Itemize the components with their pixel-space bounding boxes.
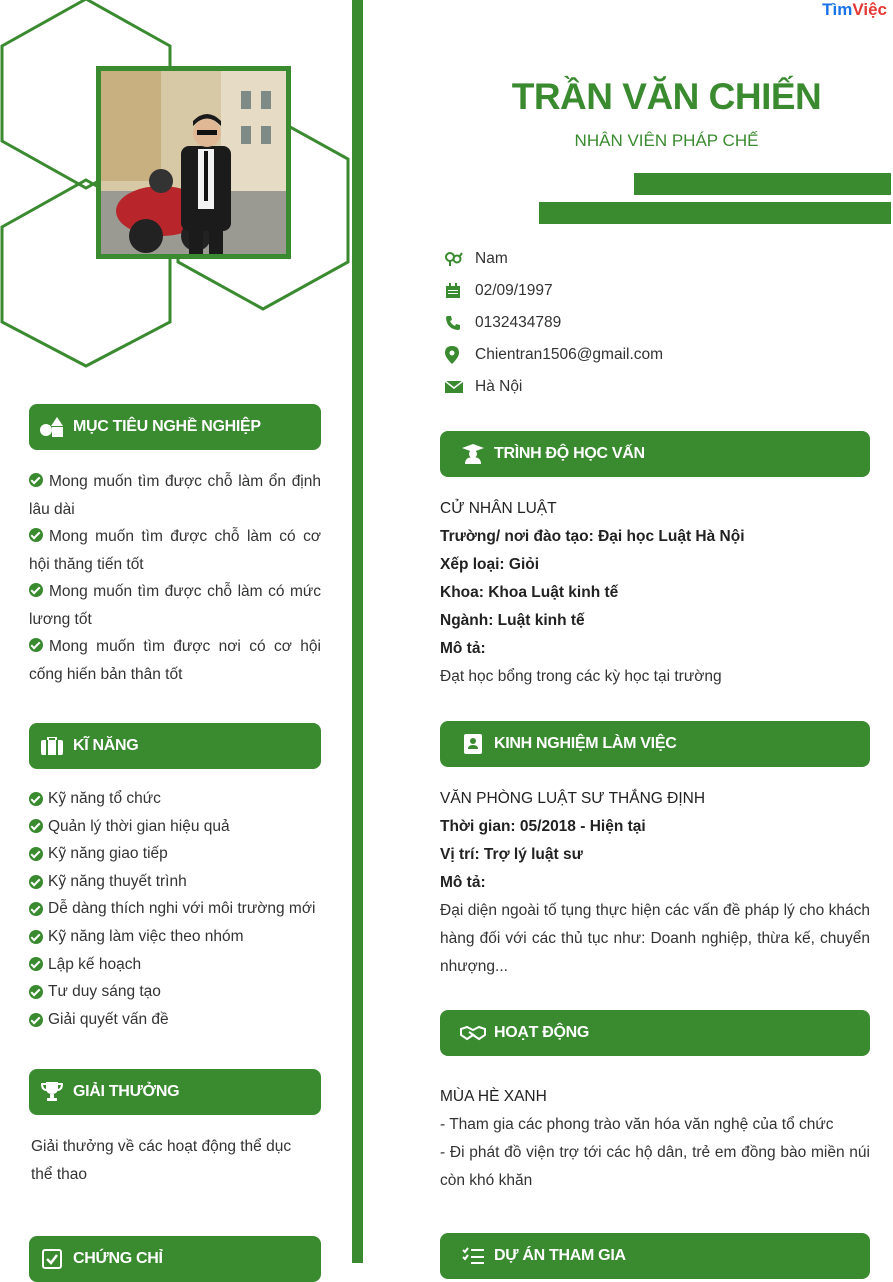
degree: CỬ NHÂN LUẬT xyxy=(440,500,557,517)
career-goals xyxy=(29,468,321,688)
description-label: Mô tả: xyxy=(440,640,486,657)
list-item: Mong muốn tìm được chỗ làm có cơ hội thăng tiến tốt xyxy=(29,528,321,573)
list-item: Mong muốn tìm được chỗ làm ổn định lâu dài xyxy=(29,473,321,518)
activity-line: - Tham gia các phong trào văn hóa văn nghệ của tổ chức xyxy=(440,1116,834,1133)
contact-book-icon xyxy=(460,733,486,755)
section-title: CHỨNG CHỈ xyxy=(73,1250,163,1267)
list-item: Dễ dàng thích nghi với môi trường mới xyxy=(29,895,315,923)
phone-icon xyxy=(445,315,475,331)
check-circle-icon xyxy=(29,583,43,597)
major: Ngành: Luật kinh tế xyxy=(440,612,585,629)
contact-email: Chientran1506@gmail.com xyxy=(445,339,663,371)
section-header-experience xyxy=(440,721,870,767)
check-circle-icon xyxy=(29,528,43,542)
description: Đại diện ngoài tố tụng thực hiện các vấn đề pháp lý cho khách hàng đối với các thủ tục như: Doanh nghiệp, thừa kế, chuyển nhượng... xyxy=(440,902,870,975)
list-item: Mong muốn tìm được chỗ làm có mức lương tốt xyxy=(29,583,321,628)
checkbox-icon xyxy=(39,1248,65,1270)
description-label: Mô tả: xyxy=(440,874,486,891)
list-item: Mong muốn tìm được nơi có cơ hội cống hiến bản thân tốt xyxy=(29,638,321,683)
timviec-logo: TìmViệc xyxy=(822,0,887,19)
decor-bar xyxy=(634,173,891,195)
activity-line: - Đi phát đồ viện trợ tới các hộ dân, trẻ em đồng bào miền núi còn khó khăn xyxy=(440,1144,870,1189)
location-pin-icon xyxy=(445,346,475,364)
school: Trường/ nơi đào tạo: Đại học Luật Hà Nội xyxy=(440,528,745,545)
decor-bar xyxy=(539,202,891,224)
section-title: KINH NGHIỆM LÀM VIỆC xyxy=(494,735,677,752)
calendar-icon xyxy=(445,283,475,299)
section-header-certificates xyxy=(29,1236,321,1282)
experience-block xyxy=(440,785,870,981)
briefcase-icon xyxy=(39,735,65,757)
list-item: Tư duy sáng tạo xyxy=(29,978,315,1006)
trophy-icon xyxy=(39,1081,65,1103)
section-header-career-goal xyxy=(29,404,321,450)
graduate-icon xyxy=(460,443,486,465)
awards-text: Giải thưởng về các hoạt động thể dục thể thao xyxy=(31,1138,292,1183)
section-header-activities xyxy=(440,1010,870,1056)
check-circle-icon xyxy=(29,819,43,833)
section-title: KĨ NĂNG xyxy=(73,737,139,754)
list-item: Kỹ năng tổ chức xyxy=(29,785,315,813)
section-title: TRÌNH ĐỘ HỌC VẤN xyxy=(494,445,645,462)
envelope-icon xyxy=(445,380,475,394)
contact-list xyxy=(445,243,663,403)
activity-name: MÙA HÈ XANH xyxy=(440,1088,547,1105)
activities-block xyxy=(440,1083,870,1195)
list-item: Quản lý thời gian hiệu quả xyxy=(29,813,315,841)
section-title: DỰ ÁN THAM GIA xyxy=(494,1247,626,1264)
shapes-icon xyxy=(39,416,65,438)
handshake-icon xyxy=(460,1022,486,1044)
faculty: Khoa: Khoa Luật kinh tế xyxy=(440,584,619,601)
contact-address: Hà Nội xyxy=(445,371,663,403)
checklist-icon xyxy=(460,1245,486,1267)
rank: Xếp loại: Giỏi xyxy=(440,556,540,573)
column-divider xyxy=(352,0,363,1263)
check-circle-icon xyxy=(29,1013,43,1027)
skills-list xyxy=(29,785,315,1033)
check-circle-icon xyxy=(29,847,43,861)
check-circle-icon xyxy=(29,473,43,487)
profile-photo xyxy=(96,66,291,259)
list-item: Giải quyết vấn đề xyxy=(29,1006,315,1034)
check-circle-icon xyxy=(29,638,43,652)
check-circle-icon xyxy=(29,930,43,944)
job-title: NHÂN VIÊN PHÁP CHẾ xyxy=(574,131,759,150)
list-item: Lập kế hoạch xyxy=(29,951,315,979)
check-circle-icon xyxy=(29,792,43,806)
contact-gender: Nam xyxy=(445,243,663,275)
check-circle-icon xyxy=(29,957,43,971)
section-header-projects xyxy=(440,1233,870,1279)
list-item: Kỹ năng làm việc theo nhóm xyxy=(29,923,315,951)
check-circle-icon xyxy=(29,985,43,999)
section-header-education xyxy=(440,431,870,477)
check-circle-icon xyxy=(29,902,43,916)
section-header-skills xyxy=(29,723,321,769)
candidate-name: TRẦN VĂN CHIẾN xyxy=(511,76,822,117)
section-title: GIẢI THƯỞNG xyxy=(73,1083,180,1100)
check-circle-icon xyxy=(29,875,43,889)
section-header-awards xyxy=(29,1069,321,1115)
position: Vị trí: Trợ lý luật sư xyxy=(440,846,583,863)
description: Đạt học bổng trong các kỳ học tại trường xyxy=(440,668,722,685)
contact-phone: 0132434789 xyxy=(445,307,663,339)
company: VĂN PHÒNG LUẬT SƯ THẮNG ĐỊNH xyxy=(440,790,706,807)
gender-icon xyxy=(445,251,475,267)
work-time: Thời gian: 05/2018 - Hiện tại xyxy=(440,818,646,835)
list-item: Kỹ năng thuyết trình xyxy=(29,868,315,896)
section-title: HOẠT ĐỘNG xyxy=(494,1024,590,1041)
section-title: MỤC TIÊU NGHỀ NGHIỆP xyxy=(73,418,261,435)
list-item: Kỹ năng giao tiếp xyxy=(29,840,315,868)
education-block xyxy=(440,495,870,691)
contact-birthday: 02/09/1997 xyxy=(445,275,663,307)
